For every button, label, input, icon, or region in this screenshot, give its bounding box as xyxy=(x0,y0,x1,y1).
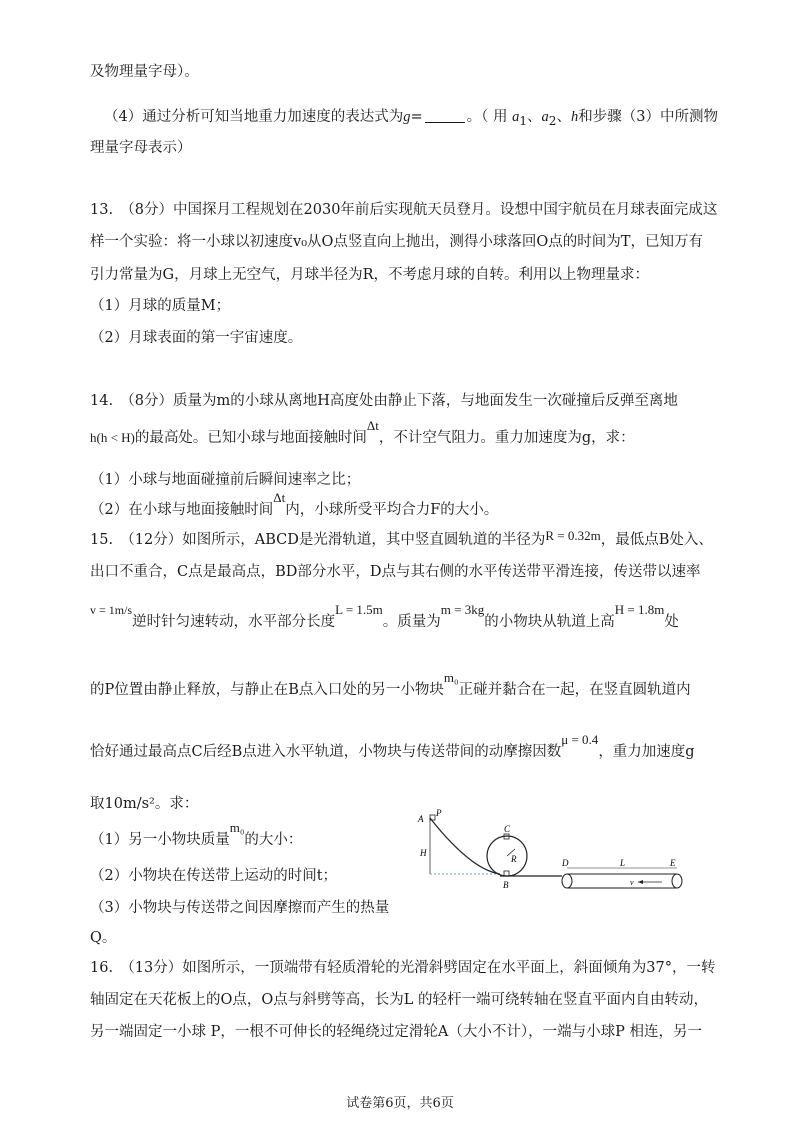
text-line: 出口不重合，C点是最高点，BD部分水平，D点与其右侧的水平传送带平滑连接，传送带以速率 xyxy=(90,564,701,580)
question-15-line: $^{v = 1m/s}$逆时针匀速转动，水平部分长度L = 1.5m。质量为m = 3kg的小物块从轨道上高H = 1.8m处 xyxy=(90,602,679,630)
text-line: 轴固定在天花板上的O点，O点与斜劈等高，长为L 的轻杆一端可绕转轴在竖直平面内自由转动， xyxy=(90,992,709,1008)
answer-blank[interactable] xyxy=(425,108,465,123)
text-line: （3）小物块与传送带之间因摩擦而产生的热量 xyxy=(90,900,390,916)
label-r: R xyxy=(511,854,517,864)
text-line: 取10m/s²。求： xyxy=(90,796,199,812)
question-15-line: （1）另一小物块质量m₀的大小： xyxy=(90,820,303,848)
question-14-title: 14. （8分）质量为m的小球从离地H高度处由静止下落，与地面发生一次碰撞后反弹至离地 xyxy=(90,393,678,409)
label-l: L xyxy=(620,858,626,868)
text-line: （2）月球表面的第一宇宙速度。 xyxy=(90,330,303,346)
question-14-line: （2）在小球与地面接触时间Δt内，小球所受平均合力F的大小。 xyxy=(90,490,499,518)
text-line: （1）月球的质量M； xyxy=(90,298,231,314)
text-line: 及物理量字母）。 xyxy=(90,64,199,80)
label-h: H xyxy=(420,848,427,858)
label-e: E xyxy=(670,858,676,868)
question-15-line: 恰好通过最高点C后经B点进入水平轨道，小物块与传送带间的动摩擦因数μ = 0.4，重力加速度g xyxy=(90,732,695,760)
question-14-line: h(h < H)的最高处。已知小球与地面接触时间Δt，不计空气阻力。重力加速度为g，求： xyxy=(90,418,635,446)
text-line: 另一端固定一小球 P，一根不可伸长的轻绳绕过定滑轮A（大小不计），一端与小球P 相连，另一 xyxy=(90,1024,702,1040)
text-line: 引力常量为G，月球上无空气，月球半径为R，不考虑月球的自转。利用以上物理量求： xyxy=(90,267,649,283)
question-15-line: 的P位置由静止释放，与静止在B点入口处的另一小物块m₀正碰并黏合在一起，在竖直圆轨道内 xyxy=(90,670,691,698)
question-15-title: 15. （12分）如图所示，ABCD是光滑轨道，其中竖直圆轨道的半径为R = 0.32m，最低点B处入、 xyxy=(90,528,713,548)
text-line: （2）小物块在传送带上运动的时间t； xyxy=(90,868,338,884)
question-16-title: 16. （13分）如图所示，一顶端带有轻质滑轮的光滑斜劈固定在水平面上，斜面倾角为37°，一转 xyxy=(90,960,716,976)
label-b: B xyxy=(503,880,509,890)
text-line: （1）小球与地面碰撞前后瞬间速率之比； xyxy=(90,472,361,488)
text-line: 样一个实验：将一小球以初速度v₀从O点竖直向上抛出，测得小球落回O点的时间为T，已知万有 xyxy=(90,234,703,250)
label-p: P xyxy=(436,808,442,818)
text-line: Q。 xyxy=(90,930,117,946)
label-v: v xyxy=(630,878,634,887)
question-4-line: （4）通过分析可知当地重力加速度的表达式为g= 。（ 用 $a_1$、$a_2$、h和步骤（3）中所测物 xyxy=(104,109,718,128)
track-figure xyxy=(412,806,702,906)
label-a: A xyxy=(418,814,424,824)
label-c: C xyxy=(504,824,511,834)
text-line: 理量字母表示） xyxy=(90,140,192,156)
question-13-title: 13. （8分）中国探月工程规划在2030年前后实现航天员登月。设想中国宇航员在月球表面完成这 xyxy=(90,202,718,218)
page-footer: 试卷第6页，共6页 xyxy=(346,1096,454,1111)
label-d: D xyxy=(562,858,569,868)
